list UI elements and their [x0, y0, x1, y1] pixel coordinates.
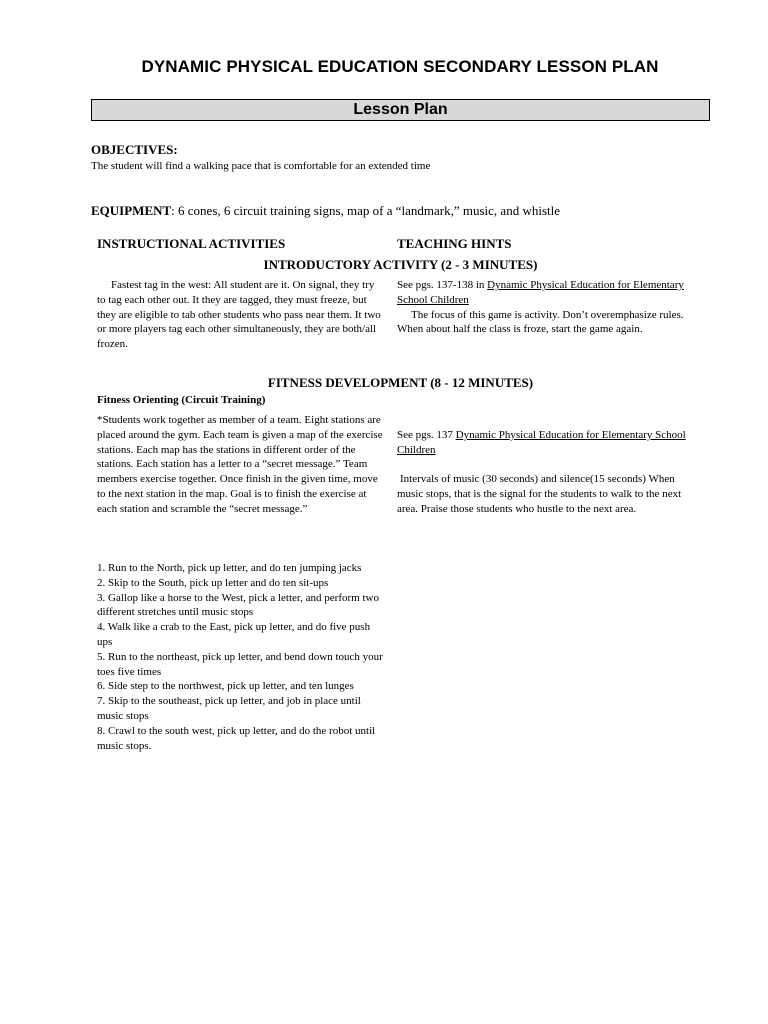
- equipment-label: EQUIPMENT: [91, 203, 172, 218]
- objectives-text: The student will find a walking pace that is comfortable for an extended time: [91, 160, 431, 172]
- list-item: 7. Skip to the southeast, pick up letter, and job in place until music stops: [97, 695, 361, 722]
- introductory-hints: [397, 278, 697, 337]
- list-item: 8. Crawl to the south west, pick up letter, and do the robot until music stops.: [97, 724, 376, 752]
- objectives-heading: OBJECTIVES:: [91, 142, 178, 157]
- introductory-hint-book: Dynamic Physical Education for Elementary School Children: [397, 279, 684, 306]
- fitness-hint-prefix: See pgs. 137: [397, 429, 456, 441]
- fitness-activity: *Students work together as member of a team. Eight stations are placed around the gym. Each team is given a map of the exercise stations. Each map has the stations in different order of the stations. Each station has a letter to a “secret message.” Team members exercise together. Once finish in the given time, move to the next station in the map. Goal is to finish the exercise at each station and scramble the “secret message.”: [97, 414, 383, 515]
- introductory-hint-text: The focus of this game is activity. Don’t overemphasize rules. When about half the class is froze, start the game again.: [397, 308, 684, 336]
- introductory-hint-prefix: See pgs. 137-138 in: [397, 279, 488, 291]
- fitness-hint-text: Intervals of music (30 seconds) and silence(15 seconds) When music stops, that is the signal for the students to walk to the next area. Praise those students who hustle to the next area.: [397, 473, 682, 515]
- fitness-subheading: Fitness Orienting (Circuit Training): [97, 394, 266, 406]
- list-item: 6. Side step to the northwest, pick up letter, and ten lunges: [97, 680, 354, 693]
- column-heading-instructional: INSTRUCTIONAL ACTIVITIES: [97, 236, 286, 251]
- fitness-hint-book: Dynamic Physical Education for Elementary School Children: [397, 429, 686, 456]
- introductory-activity: Fastest tag in the west: All student are it. On signal, they try to tag each other out. It they are tagged, they must freeze, but they are eligible to tab other students who pass near them. It two or more players tag each other simultaneously, they are both/all frozen.: [97, 279, 381, 351]
- lesson-plan-banner: Lesson Plan: [91, 99, 710, 121]
- list-item: 1. Run to the North, pick up letter, and do ten jumping jacks: [97, 562, 362, 574]
- fitness-heading: FITNESS DEVELOPMENT (8 - 12 MINUTES): [267, 375, 534, 390]
- equipment-text: : 6 cones, 6 circuit training signs, map of a “landmark,” music, and whistle: [171, 203, 560, 218]
- fitness-hint-reference: [397, 428, 697, 458]
- list-item: 3. Gallop like a horse to the West, pick a letter, and perform two different stretches until music stops: [97, 591, 379, 619]
- introductory-heading: INTRODUCTORY ACTIVITY (2 - 3 MINUTES): [263, 257, 538, 272]
- equipment-line: [91, 203, 560, 219]
- list-item: 4. Walk like a crab to the East, pick up letter, and do five push ups: [97, 621, 371, 648]
- list-item: 5. Run to the northeast, pick up letter, and bend down touch your toes five times: [97, 650, 383, 678]
- list-item: 2. Skip to the South, pick up letter and do ten sit-ups: [97, 576, 329, 589]
- fitness-steps-list: [97, 561, 383, 753]
- column-heading-teaching-hints: TEACHING HINTS: [397, 236, 512, 251]
- page-title: DYNAMIC PHYSICAL EDUCATION SECONDARY LESSON PLAN: [141, 57, 659, 76]
